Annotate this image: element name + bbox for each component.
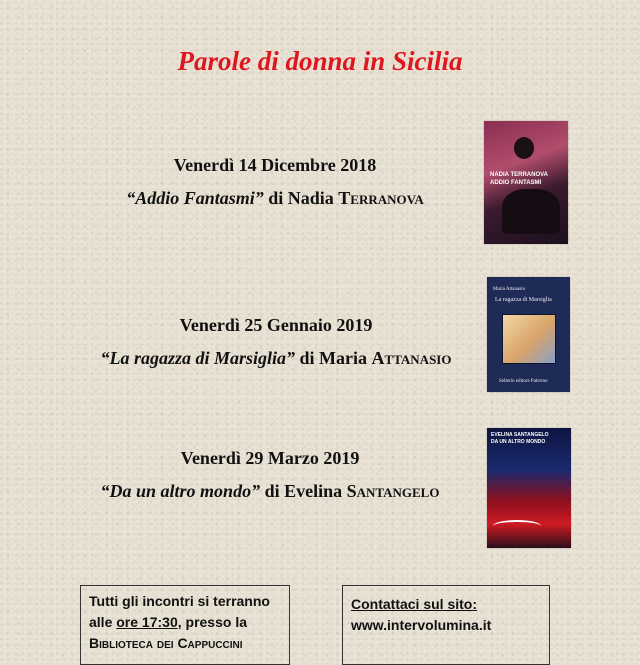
info-line-3: Biblioteca dei Cappuccini [89,635,243,651]
cover-author: EVELINA SANTANGELO [491,432,549,438]
page-title: Parole di donna in Sicilia [177,46,463,76]
info-line-2-pre: alle [89,614,117,630]
event-author-last: Attanasio [371,348,452,368]
event-date: Venerdì 25 Gennaio 2019 [179,315,373,335]
cover-figure-body [502,189,560,234]
cover-author: Maria Attanasio [493,287,526,292]
event-book-line [70,481,470,502]
event-di: di [263,188,288,208]
event-author-first: Maria [319,348,372,368]
event-book-title: “Da un altro mondo” [100,481,261,501]
contact-url-link[interactable]: www.intervolumina.it [351,617,492,633]
contact-label: Contattaci sul sito: [351,596,478,612]
event-2 [60,315,492,369]
event-date: Venerdì 14 Dicembre 2018 [173,155,377,175]
cover-title: ADDIO FANTASMI [490,180,542,186]
event-3 [70,448,470,502]
event-book-line [75,188,475,209]
event-author-first: Nadia [287,188,339,208]
info-box [80,585,290,665]
info-line-2 [89,612,289,633]
book-cover-da-un-altro-mondo [487,428,571,548]
event-di: di [295,348,320,368]
event-author-first: Evelina [284,481,347,501]
book-cover-addio-fantasmi [484,121,568,244]
cover-painting [502,314,556,364]
cover-author: NADIA TERRANOVA [490,172,548,178]
event-di: di [260,481,285,501]
cover-title: DA UN ALTRO MONDO [491,439,546,445]
event-author-last: Santangelo [346,481,440,501]
contact-box [342,585,550,665]
cover-title: La ragazza di Marsiglia [495,297,552,303]
info-time: ore 17:30 [116,614,178,630]
cover-figure-head [514,137,534,159]
cover-text [491,432,549,446]
book-cover-la-ragazza-di-marsiglia [487,277,570,392]
event-1 [75,155,475,209]
cover-publisher: Sellerio editore Palermo [499,379,548,384]
event-author-last: Terranova [338,188,424,208]
event-book-title: “La ragazza di Marsiglia” [100,348,296,368]
cover-text [490,171,548,187]
info-line-2-post: , presso la [177,614,247,630]
event-book-title: “Addio Fantasmi” [126,188,264,208]
info-line-1: Tutti gli incontri si terranno [89,593,270,609]
event-date: Venerdì 29 Marzo 2019 [180,448,360,468]
event-book-line [60,348,492,369]
cover-hand-shape [493,520,541,532]
